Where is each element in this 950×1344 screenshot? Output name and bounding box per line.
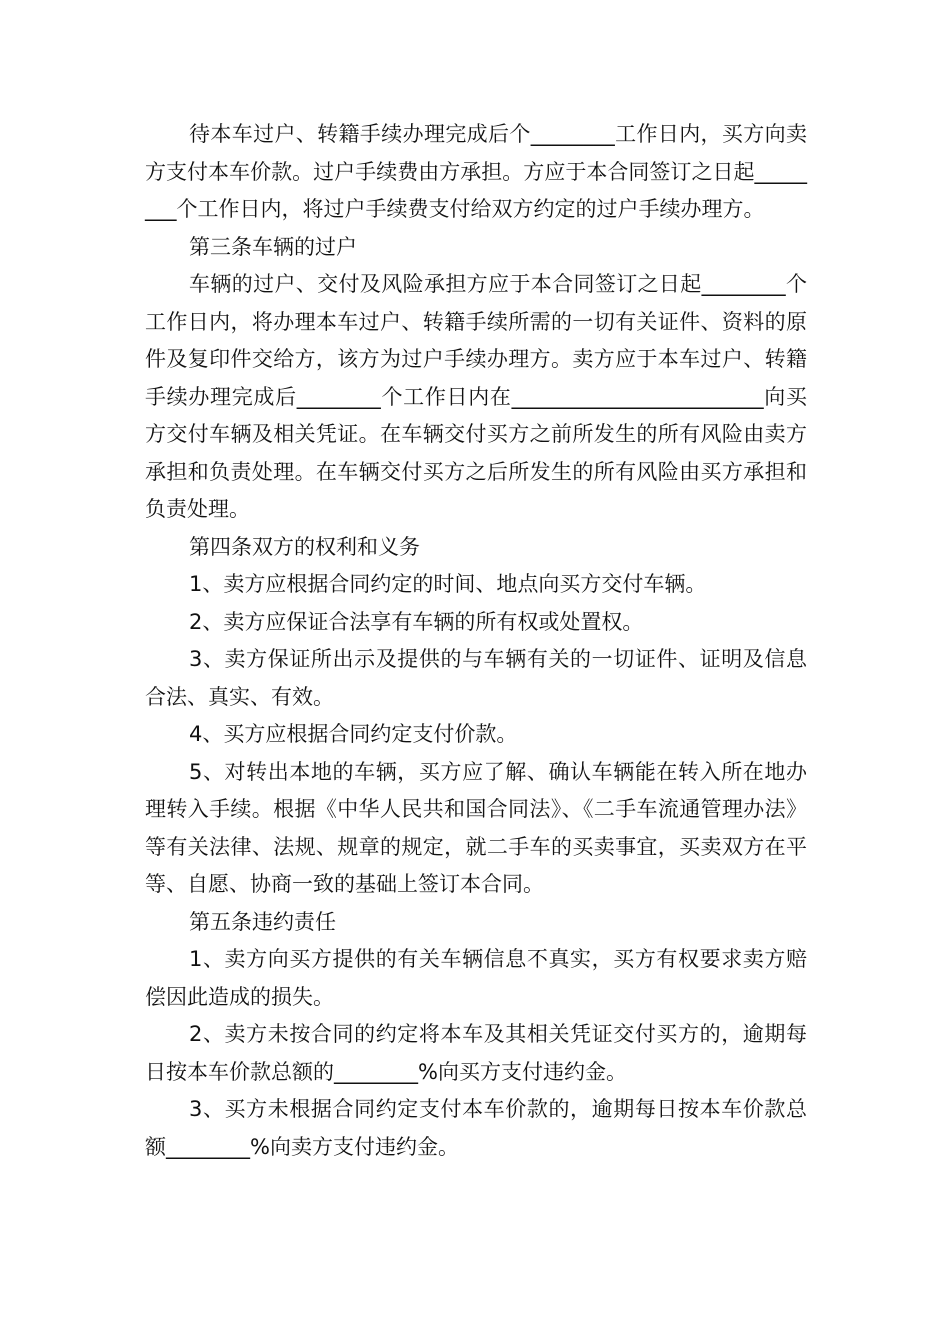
section-heading-article-5: 第五条违约责任 [189,909,336,934]
list-item-liability-3: 3、买方未根据合同约定支付本车价款的，逾期每日按本车价款总额________%向卖方支付违约金。 [145,1097,807,1159]
list-item-rights-5: 5、对转出本地的车辆，买方应了解、确认车辆能在转入所在地办理转入手续。根据《中华人民共和国合同法》、《二手车流通管理办法》等有关法律、法规、规章的规定，就二手车的买卖事宜，买卖双方在平等、自愿、协商一致的基础上签订本合同。 [145,759,807,896]
document-page [145,116,807,1166]
list-item-rights-4: 4、买方应根据合同约定支付价款。 [189,722,518,746]
section-heading-article-3: 第三条车辆的过户 [189,234,357,259]
list-item-liability-1: 1、卖方向买方提供的有关车辆信息不真实，买方有权要求卖方赔偿因此造成的损失。 [145,947,807,1009]
list-item-rights-3: 3、卖方保证所出示及提供的与车辆有关的一切证件、证明及信息合法、真实、有效。 [145,647,807,709]
list-item-liability-2: 2、卖方未按合同的约定将本车及其相关凭证交付买方的，逾期每日按本车价款总额的________%向买方支付违约金。 [145,1022,807,1084]
section-heading-article-4: 第四条双方的权利和义务 [189,534,420,559]
paragraph-vehicle-transfer: 车辆的过户、交付及风险承担方应于本合同签订之日起________个工作日内，将办理本车过户、转籍手续所需的一切有关证件、资料的原件及复印件交给方，该方为过户手续办理方。卖方应于本车过户、转籍手续办理完成后________个工作日内在________________________向买方交付车辆及相关凭证。在车辆交付买方之前所发生的所有风险由卖方承担和负责处理。在车辆交付买方之后所发生的所有风险由买方承担和负责处理。 [145,272,807,521]
paragraph-payment-terms: 待本车过户、转籍手续办理完成后个________工作日内，买方向卖方支付本车价款。过户手续费由方承担。方应于本合同签订之日起________个工作日内，将过户手续费支付给双方约定的过户手续办理方。 [145,122,807,221]
list-item-rights-1: 1、卖方应根据合同约定的时间、地点向买方交付车辆。 [189,572,707,596]
list-item-rights-2: 2、卖方应保证合法享有车辆的所有权或处置权。 [189,609,644,634]
